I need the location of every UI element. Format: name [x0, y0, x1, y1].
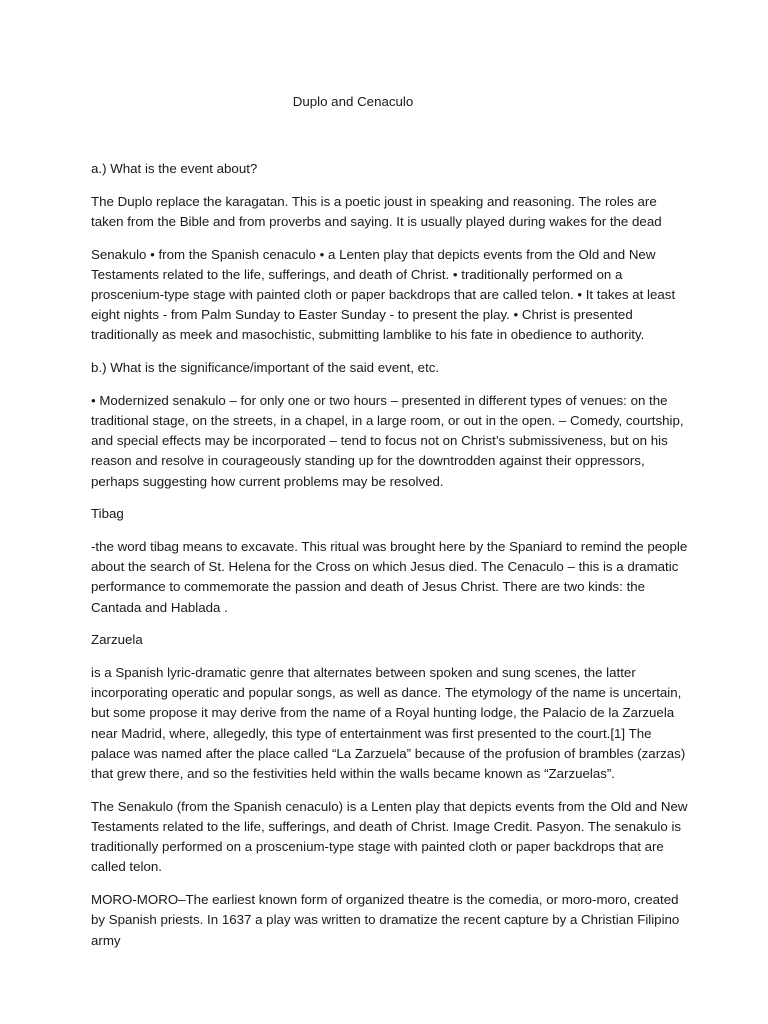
zarzuela-heading: Zarzuela — [91, 632, 143, 648]
tibag-paragraph: -the word tibag means to excavate. This ritual was brought here by the Spaniard to remind the people about the search of St. Helena for the Cross on which Jesus died. The Cenaculo – this is a dramatic performance to commemorate the passion and death of Jesus Christ. There are two kinds: the Cantada and Hablada . — [91, 539, 688, 615]
question-b-heading: b.) What is the significance/important of the said event, etc. — [91, 360, 440, 376]
moro-moro-paragraph: MORO-MORO–The earliest known form of organized theatre is the comedia, or moro-moro, created by Spanish priests. In 1637 a play was written to dramatize the recent capture by a Christian Filipino army — [91, 892, 680, 948]
modernized-senakulo-paragraph: • Modernized senakulo – for only one or two hours – presented in different types of venues: on the traditional stage, on the streets, in a chapel, in a large room, or out in the open. – Comedy, courtship, and special effects may be incorporated – tend to focus not on Christ’s submissiveness, but on his reason and resolve in courageously standing up for the downtrodden against their oppressors, perhaps suggesting how current problems may be resolved. — [91, 392, 684, 489]
question-a-heading: a.) What is the event about? — [91, 161, 258, 176]
senakulo-definition-paragraph: The Senakulo (from the Spanish cenaculo) is a Lenten play that depicts events from the Old and New Testaments related to the life, sufferings, and death of Christ. Image Credit. Pasyon. The senakulo is traditionally performed on a proscenium-type stage with painted cloth or paper backdrops that are called telon. — [91, 798, 688, 875]
page-title: Duplo and Cenaculo — [292, 94, 414, 109]
duplo-paragraph: The Duplo replace the karagatan. This is a poetic joust in speaking and reasoning. The roles are taken from the Bible and from proverbs and saying. It is usually played during wakes for the dead — [91, 193, 662, 229]
senakulo-paragraph: Senakulo • from the Spanish cenaculo • a Lenten play that depicts events from the Old and New Testaments related to the life, sufferings, and death of Christ. • traditionally performed on a proscenium-type stage with painted cloth or paper backdrops that are called telon. • It takes at least eight nights - from Palm Sunday to Easter Sunday - to present the play. • Christ is presented traditionally as meek and masochistic, submitting lamblike to his fate in obedience to authority. — [91, 246, 676, 343]
zarzuela-paragraph: is a Spanish lyric-dramatic genre that alternates between spoken and sung scenes, the latter incorporating operatic and popular songs, as well as dance. The etymology of the name is uncertain, but some propose it may derive from the name of a Royal hunting lodge, the Palacio de la Zarzuela near Madrid, where, allegedly, this type of entertainment was first presented to the court.[1] The palace was named after the place called “La Zarzuela” because of the profusion of brambles (zarzas) that grew there, and so the festivities held within the walls became known as “Zarzuelas”. — [91, 665, 686, 782]
tibag-heading: Tibag — [91, 506, 124, 522]
document-body — [91, 159, 689, 963]
